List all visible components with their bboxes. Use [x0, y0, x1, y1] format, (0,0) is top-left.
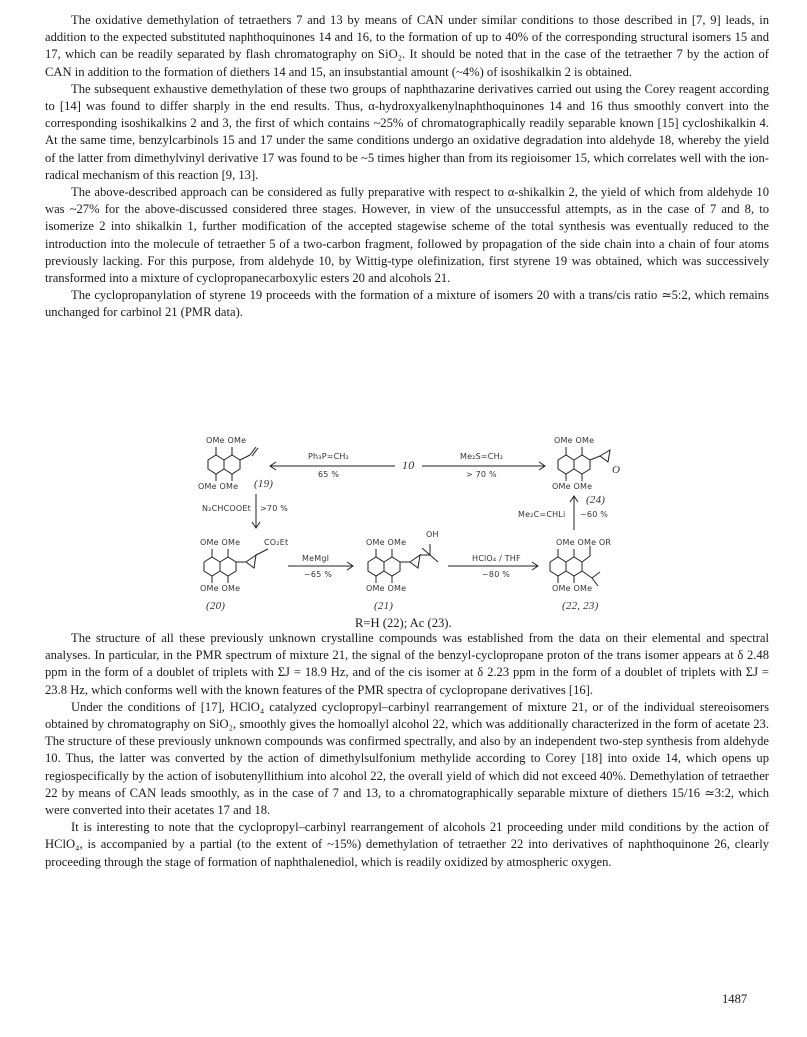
- text-block-top: [45, 12, 769, 322]
- naphthalene-ring-20: [204, 549, 268, 583]
- text-block-bottom: [45, 630, 769, 871]
- paragraph: The subsequent exhaustive demethylation of these two groups of naphthazarine derivatives carried out using the Corey reagent according to [14] was found to differ sharply in the end results. Thus, α-hydroxyalkenylnaphthoquinones 14 and 16 thus smoothly convert into the corresponding isoshikalkins 2 and 3, the first of which contains ~25% of chromatographically readily separable known [15] cycloshikalkin 4. At the same time, benzylcarbinols 15 and 17 under the same conditions undergo an oxidative degradation into aldehyde 18, whereby the yield of the latter from dimethylvinyl derivative 17 was found to be ~5 times higher than from its regioisomer 15, which correlates well with the ion-radical mechanism of this reaction [9, 13].: [45, 81, 769, 182]
- yield-label: ~65 %: [304, 570, 333, 579]
- compound-number: (22, 23): [562, 600, 599, 612]
- substituent-label: OMe OMe: [552, 584, 593, 593]
- paragraph: The structure of all these previously unknown crystalline compounds was established from the data on their elemental and spectral analyses. In particular, in the PMR spectrum of mixture 21, the signal of the benzyl-cyclopropane proton of the trans isomer appears at δ 2.48 ppm in the form of a doublet of triplets with ΣJ = 18.9 Hz, and of the cis isomer at δ 2.23 ppm in the form of a doublet of triplets with ΣJ = 23.8 Hz, which conforms well with the known features of the PMR spectra of cyclopropane derivatives [16].: [45, 631, 769, 697]
- substituent-label: OMe OMe OR: [556, 538, 612, 547]
- substituent-label: OMe OMe: [200, 538, 241, 547]
- paragraph: Under the conditions of [17], HClO₄ catalyzed cyclopropyl–carbinyl rearrangement of mixture 21, or of the individual stereoisomers obtained by chromatography on SiO₂, smoothly gives the homoallyl alcohol 22, which was additionally characterized in the form of acetate 23. The structure of these previously unknown compounds was confirmed spectrally, and also by an independent two-step synthesis from aldehyde 10. Thus, the latter was converted by the action of dimethylsulfonium methylide according to Corey [18] into oxide 14, which opens up regiospecifically by the action of isobutenyllithium into alcohol 22, the overall yield of which did not exceed 40%. Demethylation of tetraether 22 by means of CAN leads smoothly, as in the case of 7 and 13, to a chromatographically separable mixture of diethers 15/16 ≃3:2, which were converted into their acetates 17 and 18.: [45, 699, 769, 818]
- reagent-label: HClO₄ / THF: [472, 554, 521, 563]
- compound-number: (21): [374, 600, 394, 612]
- scheme-caption: R=H (22); Ac (23).: [355, 616, 452, 630]
- ester-label: CO₂Et: [264, 538, 289, 547]
- reaction-scheme: [190, 436, 630, 630]
- substituent-label: OMe OMe: [198, 482, 239, 491]
- yield-label: ~60 %: [580, 510, 609, 519]
- compound-number: (24): [586, 494, 606, 506]
- substituent-label: OMe OMe: [366, 538, 407, 547]
- paragraph: It is interesting to note that the cyclopropyl–carbinyl rearrangement of alcohols 21 proceeding under mild conditions by the action of HClO₄, is accompanied by a partial (to the extent of ~15%) demethylation of tetraether 22 into derivatives of naphthoquinone 26, clearly proceeding through the stage of formation of naphthalenediol, which is readily oxidized by atmospheric oxygen.: [45, 820, 769, 869]
- reagent-label: MeMgI: [302, 554, 330, 563]
- reagent-label: N₂CHCOOEt: [202, 504, 251, 513]
- compound-number: (19): [254, 478, 274, 490]
- aldehyde-label: O: [612, 464, 621, 476]
- naphthalene-ring-21: [368, 544, 438, 583]
- yield-label: >70 %: [260, 504, 289, 513]
- page-number: 1487: [722, 992, 748, 1006]
- reagent-label: Me₂S=CH₂: [460, 452, 504, 461]
- substituent-label: OMe OMe: [554, 436, 595, 445]
- naphthalene-ring-22: [550, 546, 600, 586]
- hydroxy-label: OH: [426, 530, 439, 539]
- reagent-label: Ph₃P=CH₂: [308, 452, 350, 461]
- naphthalene-ring-24: [558, 447, 610, 481]
- substituent-label: OMe OMe: [552, 482, 593, 491]
- compound-number: 10: [402, 458, 415, 472]
- substituent-label: OMe OMe: [206, 436, 247, 445]
- paragraph: The cyclopropanylation of styrene 19 proceeds with the formation of a mixture of isomers 20 with a trans/cis ratio ≃5:2, which remains unchanged for carbinol 21 (PMR data).: [45, 288, 769, 320]
- yield-label: ~80 %: [482, 570, 511, 579]
- substituent-label: OMe OMe: [200, 584, 241, 593]
- reagent-label: Me₂C=CHLi: [518, 510, 566, 519]
- substituent-label: OMe OMe: [366, 584, 407, 593]
- paragraph: The oxidative demethylation of tetraethers 7 and 13 by means of CAN under similar conditions to those described in [7, 9] leads, in addition to the expected substituted naphthoquinones 14 and 16, to the formation of up to 40% of the corresponding structural isomers 15 and 17, which can be readily separated by flash chromatography on SiO₂. It should be noted that in the case of the tetraether 7 by the action of CAN in addition to the formation of diethers 14 and 15, an insubstantial amount (~4%) of isoshikalkin 2 is obtained.: [45, 13, 769, 79]
- yield-label: > 70 %: [466, 470, 497, 479]
- compound-number: (20): [206, 600, 226, 612]
- paragraph: The above-described approach can be considered as fully preparative with respect to α-shikalkin 2, the yield of which from aldehyde 10 was ~27% for the above-discussed considered three stages. However, in view of the unsuccessful attempts, as in the case of 7 and 8, to isomerize 2 into shikalkin 1, further modification of the accepted stagewise scheme of the total synthesis was eventually reduced to the introduction into the molecule of tetraether 5 of a two-carbon fragment, followed by propagation of the side chain into a chain of four atoms previously lacking. For this purpose, from aldehyde 10, by Wittig-type olefinization, first styrene 19 was obtained, which was successively transformed into a mixture of cyclopropanecarboxylic esters 20 and alcohols 21.: [45, 185, 769, 286]
- yield-label: 65 %: [318, 470, 340, 479]
- naphthalene-ring-19: [208, 447, 258, 481]
